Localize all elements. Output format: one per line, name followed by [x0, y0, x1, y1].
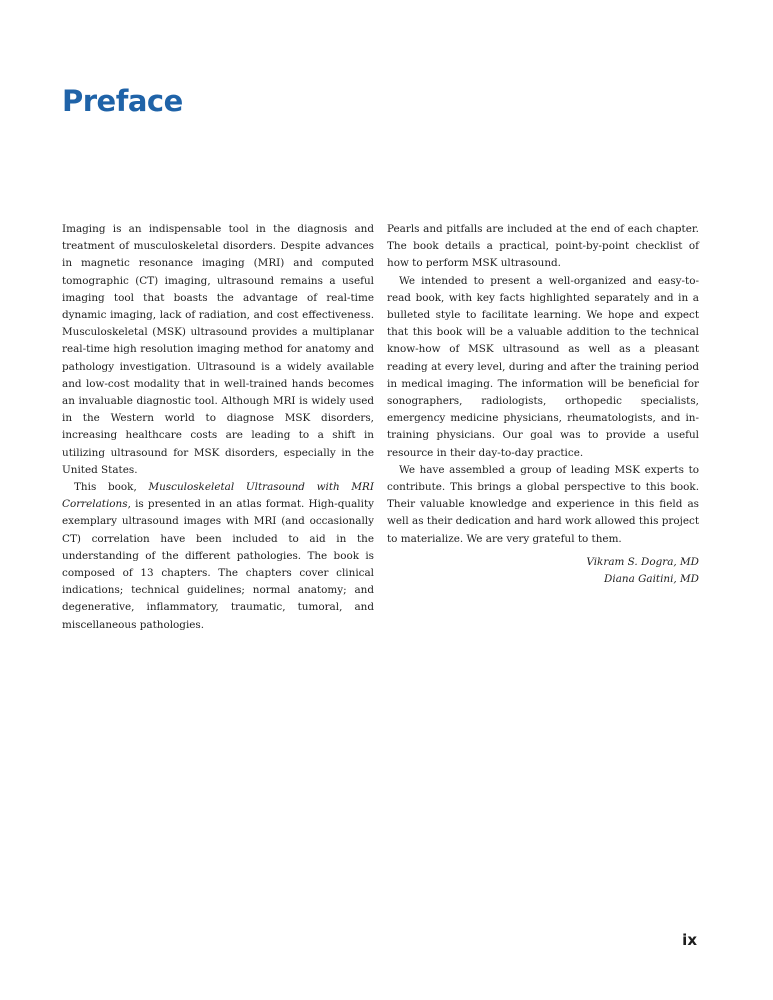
- paragraph-text: This book,: [74, 481, 149, 494]
- author-name: Diana Gaitini, MD: [604, 573, 699, 586]
- page-title: Preface: [62, 84, 183, 118]
- paragraph-book-description: [62, 479, 374, 634]
- page-number: ix: [682, 931, 697, 949]
- paragraph-intentions: We intended to present a well-organized and easy-to-read book, with key facts highlighted separately and in a bulleted style to facilitate learning. We hope and expect that this book will be a valuable addition to the technical know-how of MSK ultrasound as well as a pleasant reading at every level, during and after the training period in medical imaging. The information will be beneficial for sonographers, radiologists, orthopedic specialists, emergency medicine physicians, rheumatologists, and in-training physicians. Our goal was to provide a useful resource in their day-to-day practice.: [387, 274, 699, 459]
- paragraph-text: , is presented in an atlas format. High-quality exemplary ultrasound images with MRI (and occasionally CT) correlation have been included to aid in the understanding of the different pathologies. The book is composed of 13 chapters. The chapters cover clinical indications; technical guidelines; normal anatomy; and degenerative, inflammatory, traumatic, tumoral, and miscellaneous pathologies.: [62, 498, 374, 631]
- author-signatures: [387, 554, 699, 588]
- left-column: [62, 221, 374, 634]
- paragraph-intro: Imaging is an indispensable tool in the diagnosis and treatment of musculoskeletal disorders. Despite advances in magnetic resonance imaging (MRI) and computed tomographic (CT) imaging, ultrasound remains a useful imaging tool that boasts the advantage of real-time dynamic imaging, lack of radiation, and cost effectiveness. Musculoskeletal (MSK) ultrasound provides a multiplanar real-time high resolution imaging method for anatomy and pathology investigation. Ultrasound is a widely available and low-cost modality that in well-trained hands becomes an invaluable diagnostic tool. Although MRI is widely used in the Western world to diagnose MSK disorders, increasing healthcare costs are leading to a shift in utilizing ultrasound for MSK disorders, especially in the United States.: [62, 223, 374, 476]
- paragraph-pearls: Pearls and pitfalls are included at the end of each chapter. The book details a practical, point-by-point checklist of how to perform MSK ultrasound.: [387, 223, 699, 270]
- book-title: Musculoskeletal Ultrasound with MRI Correlations: [62, 481, 374, 511]
- paragraph-acknowledgement: We have assembled a group of leading MSK experts to contribute. This brings a global perspective to this book. Their valuable knowledge and experience in this field as well as their dedication and hard work allowed this project to materialize. We are very grateful to them.: [387, 463, 699, 545]
- right-column: [387, 221, 699, 588]
- author-name: Vikram S. Dogra, MD: [586, 555, 699, 568]
